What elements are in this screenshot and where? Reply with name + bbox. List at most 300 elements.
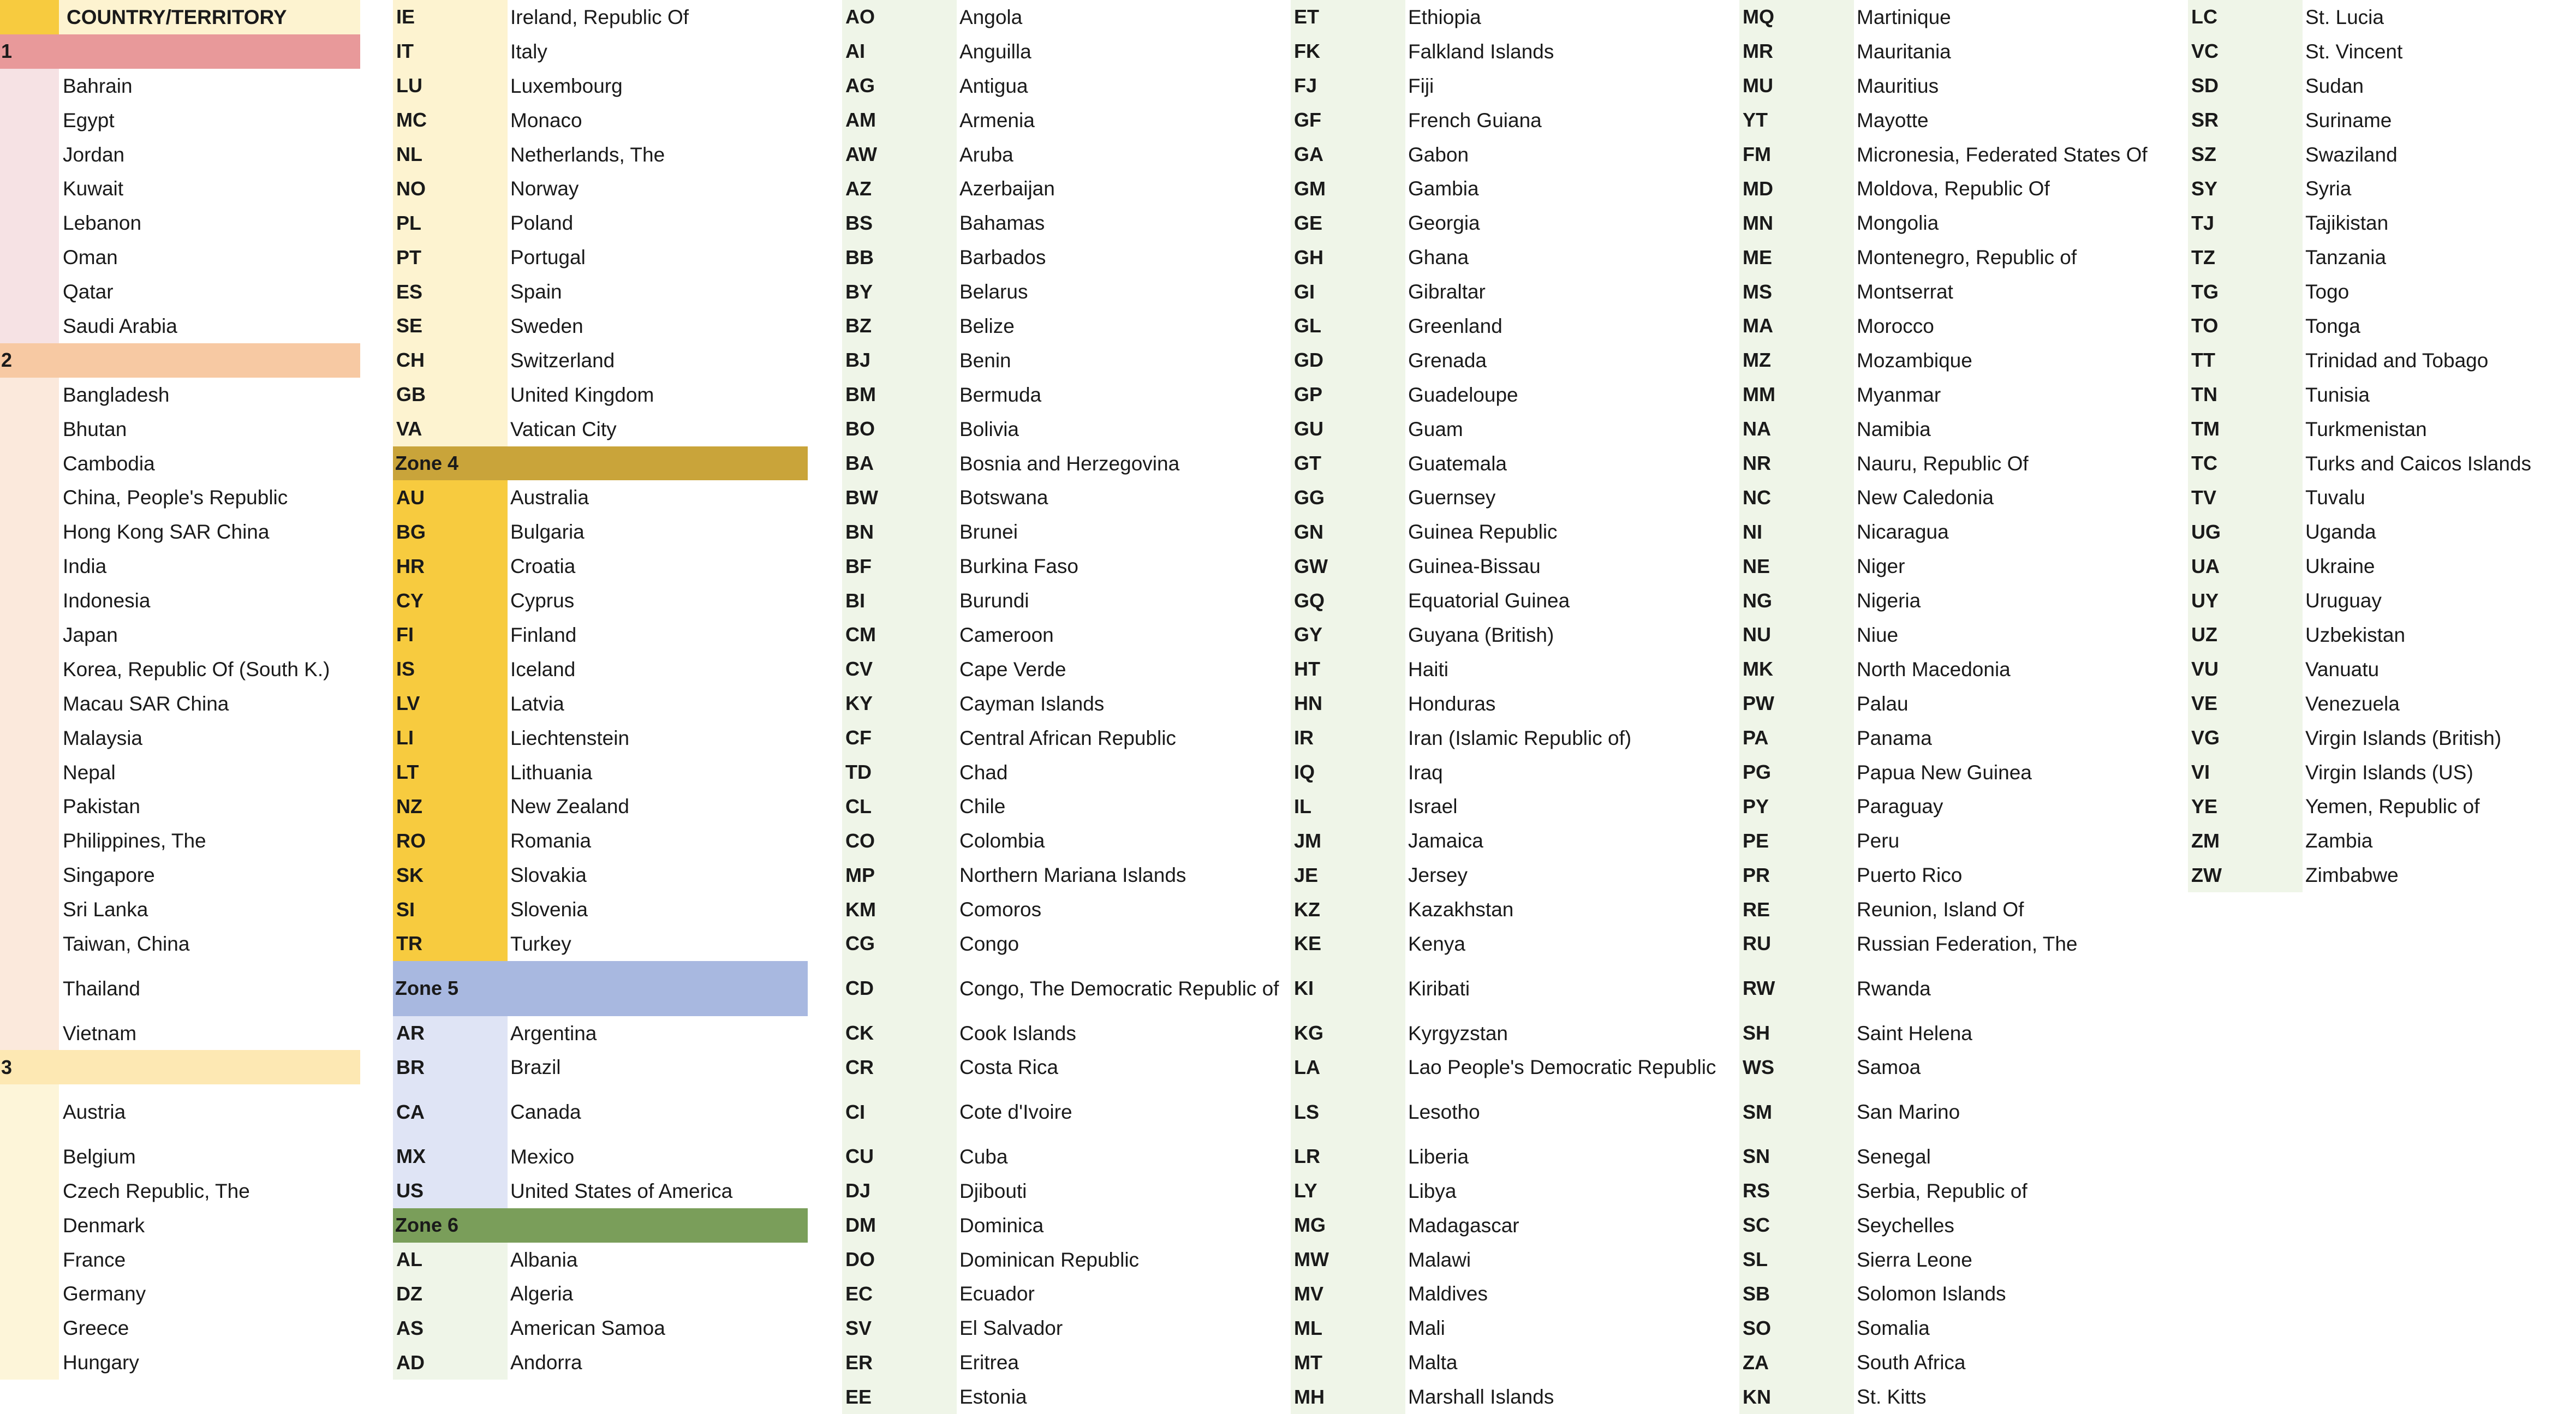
country-code: TV <box>2188 480 2303 515</box>
zone-band <box>0 1084 59 1139</box>
zone-3-row <box>393 138 808 172</box>
country-name: Croatia <box>510 555 576 578</box>
country-code: VG <box>2188 721 2303 755</box>
country-code: AI <box>842 34 957 69</box>
zone-6-row <box>842 824 1257 858</box>
zone-3-row <box>393 171 808 206</box>
country-name: Greenland <box>1408 314 1502 337</box>
zone-6-row <box>1739 687 2154 721</box>
zone-6-row <box>2188 34 2570 69</box>
zone-6-row <box>842 1380 1257 1414</box>
country-code: BS <box>842 206 957 240</box>
country-name: American Samoa <box>510 1317 665 1340</box>
zone-2-row <box>0 1016 360 1051</box>
country-name: Montenegro, Republic of <box>1857 246 2077 269</box>
country-name: Russian Federation, The <box>1857 932 2078 955</box>
zone-6-row <box>1739 1084 2154 1139</box>
zone-6-row <box>842 755 1257 790</box>
country-name: Namibia <box>1857 417 1931 440</box>
country-name: China, People's Republic <box>63 486 288 509</box>
zone-6-row <box>1291 343 1706 378</box>
country-code: BI <box>842 583 957 618</box>
zone-6-row <box>2188 309 2570 343</box>
country-name: Pakistan <box>63 795 140 818</box>
zone-6-row <box>1739 549 2154 583</box>
zone-6-row <box>1739 34 2154 69</box>
country-name: Vanuatu <box>2305 658 2380 681</box>
zone-6-row <box>842 34 1257 69</box>
country-name: Vietnam <box>63 1022 137 1045</box>
country-name: Panama <box>1857 726 1932 749</box>
country-name: Sierra Leone <box>1857 1248 1972 1271</box>
zone-1-header-label: 1 <box>0 34 360 69</box>
country-code: SZ <box>2188 138 2303 172</box>
country-code: MV <box>1291 1277 1405 1311</box>
zone-6-row <box>842 789 1257 824</box>
country-name: Gambia <box>1408 177 1479 200</box>
zone-6-row <box>1291 103 1706 138</box>
country-name: Morocco <box>1857 314 1934 337</box>
country-name: Jersey <box>1408 864 1468 887</box>
country-code: DJ <box>842 1174 957 1208</box>
country-name: Thailand <box>63 977 140 1000</box>
zone-2-row <box>0 583 360 618</box>
zone-6-row <box>842 0 1257 34</box>
zone-3-header <box>0 1050 360 1084</box>
country-code: RE <box>1739 892 1854 927</box>
zone-6-row <box>1291 1243 1706 1277</box>
country-name: Somalia <box>1857 1317 1930 1340</box>
country-name: Bangladesh <box>63 383 170 406</box>
zone-6-row <box>1291 69 1706 103</box>
zone-band <box>0 1139 59 1174</box>
zone-6-row <box>1291 1084 1706 1139</box>
country-name: Montserrat <box>1857 281 1953 303</box>
zone-band <box>0 583 59 618</box>
country-name: Cook Islands <box>959 1022 1076 1045</box>
country-code: TC <box>2188 446 2303 481</box>
zone-6-row <box>1739 583 2154 618</box>
country-name: Cameroon <box>959 623 1054 646</box>
zone-6-row <box>1739 0 2154 34</box>
country-name: Finland <box>510 623 577 646</box>
country-name: Qatar <box>63 281 114 303</box>
country-name: Equatorial Guinea <box>1408 589 1570 612</box>
country-name: Bulgaria <box>510 521 585 544</box>
zone-6-row <box>1739 515 2154 549</box>
zone-band <box>0 1208 59 1243</box>
country-name: Yemen, Republic of <box>2305 795 2480 818</box>
country-code: NG <box>1739 583 1854 618</box>
zone-2-row <box>0 927 360 961</box>
zone-6-row <box>2188 824 2570 858</box>
zone-2-row <box>0 652 360 687</box>
zone-6-row <box>1291 275 1706 309</box>
zone-4-row <box>393 480 808 515</box>
zone-6-row <box>1291 1380 1706 1414</box>
zone-6-row <box>1739 858 2154 892</box>
country-name: Bahrain <box>63 74 133 97</box>
country-code: MN <box>1739 206 1854 240</box>
zone-2-row <box>0 892 360 927</box>
header-swatch <box>0 0 59 34</box>
country-name: Indonesia <box>63 589 151 612</box>
country-code: BW <box>842 480 957 515</box>
zone-band <box>0 755 59 790</box>
country-code: MQ <box>1739 0 1854 34</box>
zone-2-row <box>0 755 360 790</box>
country-name: New Zealand <box>510 795 630 818</box>
zone-6-row <box>1291 412 1706 446</box>
zone-6-row <box>1739 171 2154 206</box>
country-name: Togo <box>2305 281 2350 303</box>
zone-band <box>0 1311 59 1345</box>
country-code: AD <box>393 1345 508 1380</box>
country-code: WS <box>1739 1050 1854 1084</box>
zone-6-row <box>2188 446 2570 481</box>
zone-6-row <box>842 378 1257 412</box>
zone-6-row <box>1739 1311 2154 1345</box>
country-name: Nauru, Republic Of <box>1857 452 2029 475</box>
country-code: GF <box>1291 103 1405 138</box>
country-name: Malta <box>1408 1351 1458 1374</box>
country-code: MS <box>1739 275 1854 309</box>
country-name: Northern Mariana Islands <box>959 864 1186 887</box>
zone-6-row <box>842 446 1257 481</box>
country-name: Martinique <box>1857 5 1951 28</box>
country-name: Bolivia <box>959 417 1019 440</box>
country-code: PG <box>1739 755 1854 790</box>
zone-6-row <box>1291 34 1706 69</box>
country-code: SI <box>393 892 508 927</box>
zone-2-row <box>0 480 360 515</box>
country-name: Cayman Islands <box>959 692 1105 715</box>
country-name: India <box>63 555 107 578</box>
country-name: Ireland, Republic Of <box>510 5 689 28</box>
zone-6-row <box>1739 309 2154 343</box>
country-name: Micronesia, Federated States Of <box>1857 143 2148 166</box>
zone-6-row <box>1291 824 1706 858</box>
country-name: Mauritius <box>1857 74 1939 97</box>
column-2 <box>393 0 808 1380</box>
country-code: PW <box>1739 687 1854 721</box>
zone-2-header-label: 2 <box>0 343 360 378</box>
zone-2-row <box>0 961 360 1016</box>
zone-6-row <box>1291 1174 1706 1208</box>
zone-2-row <box>0 789 360 824</box>
country-name: Nepal <box>63 761 116 784</box>
country-name: Haiti <box>1408 658 1449 681</box>
country-code: MZ <box>1739 343 1854 378</box>
country-code: TO <box>2188 309 2303 343</box>
zone-6-row <box>842 961 1279 1016</box>
zone-6-row <box>2188 171 2570 206</box>
country-code: ML <box>1291 1311 1405 1345</box>
zone-6-row <box>1291 1311 1706 1345</box>
country-code: NE <box>1739 549 1854 583</box>
country-name: El Salvador <box>959 1317 1063 1340</box>
country-name: Estonia <box>959 1386 1027 1409</box>
zone-6-row <box>2188 515 2570 549</box>
country-code: GA <box>1291 138 1405 172</box>
country-name: Singapore <box>63 864 155 887</box>
country-name: San Marino <box>1857 1101 1960 1124</box>
zone-6-row <box>842 309 1257 343</box>
zone-6-row <box>1291 138 1706 172</box>
zone-6-row <box>1739 1380 2154 1414</box>
country-name: Egypt <box>63 109 115 132</box>
zone-1-row <box>0 275 360 309</box>
country-code: VC <box>2188 34 2303 69</box>
country-code: SE <box>393 309 508 343</box>
country-name: French Guiana <box>1408 109 1542 132</box>
zone-6-row <box>2188 549 2570 583</box>
zone-6-row <box>1291 618 1706 652</box>
country-name: Solomon Islands <box>1857 1282 2006 1305</box>
country-name: Bosnia and Herzegovina <box>959 452 1180 475</box>
country-name: Italy <box>510 40 547 63</box>
country-name: Antigua <box>959 74 1028 97</box>
zone-band <box>0 309 59 343</box>
country-name: Guadeloupe <box>1408 383 1518 406</box>
country-name: Greece <box>63 1317 129 1340</box>
zone-6-row <box>1291 652 1706 687</box>
country-code: IS <box>393 652 508 687</box>
country-name: Spain <box>510 281 562 303</box>
country-name: Zambia <box>2305 830 2373 852</box>
zone-6-row <box>842 1084 1257 1139</box>
country-name: Canada <box>510 1101 581 1124</box>
country-code: FK <box>1291 34 1405 69</box>
zone-1-row <box>0 69 360 103</box>
zone-6-row <box>842 103 1257 138</box>
zone-6-row <box>842 1050 1257 1084</box>
country-code: AZ <box>842 171 957 206</box>
country-code: SY <box>2188 171 2303 206</box>
zone-6-row <box>842 480 1257 515</box>
zone-6-row <box>842 171 1257 206</box>
zone-3-row <box>0 1243 360 1277</box>
zone-3-row <box>393 0 808 34</box>
country-code: RS <box>1739 1174 1854 1208</box>
zone-band <box>0 549 59 583</box>
country-name: Denmark <box>63 1214 145 1237</box>
country-name: Gibraltar <box>1408 281 1486 303</box>
country-name: Gabon <box>1408 143 1469 166</box>
country-name: Vatican City <box>510 417 617 440</box>
zone-6-header-label: Zone 6 <box>393 1208 808 1243</box>
country-code: MR <box>1739 34 1854 69</box>
zone-6-row <box>1291 927 1706 961</box>
zone-2-row <box>0 412 360 446</box>
zone-6-row <box>1291 858 1706 892</box>
country-code: BB <box>842 240 957 275</box>
zone-4-row <box>393 824 808 858</box>
country-code: SN <box>1739 1139 1854 1174</box>
zone-6-row <box>1739 1174 2154 1208</box>
country-name: Luxembourg <box>510 74 623 97</box>
country-name: Guam <box>1408 417 1463 440</box>
zone-6-row <box>842 1174 1257 1208</box>
country-code: GT <box>1291 446 1405 481</box>
country-code: ZA <box>1739 1345 1854 1380</box>
country-code: EC <box>842 1277 957 1311</box>
country-code: SK <box>393 858 508 892</box>
country-name: Niger <box>1857 555 1905 578</box>
country-name: Turkmenistan <box>2305 417 2427 440</box>
country-name: Bhutan <box>63 417 127 440</box>
column-5 <box>1739 0 2154 1414</box>
zone-6-row <box>1291 1345 1706 1380</box>
zone-6-row <box>1291 1277 1706 1311</box>
country-code: CY <box>393 583 508 618</box>
country-name: Venezuela <box>2305 692 2400 715</box>
zone-6-row <box>1291 206 1706 240</box>
zone-6-row <box>2188 69 2570 103</box>
country-name: Oman <box>63 246 118 269</box>
country-code: BJ <box>842 343 957 378</box>
country-code: RW <box>1739 961 1854 1016</box>
column-1 <box>0 0 360 1380</box>
zone-6-row <box>1739 378 2154 412</box>
country-name: Hungary <box>63 1351 139 1374</box>
country-name: Jordan <box>63 143 125 166</box>
zone-6-row <box>1739 412 2154 446</box>
zone-6-row <box>2188 138 2570 172</box>
country-code: LA <box>1291 1050 1405 1084</box>
zone-6-row <box>2188 721 2570 755</box>
zone-6-row <box>2188 412 2570 446</box>
zone-4-row <box>393 721 808 755</box>
zone-3-row <box>0 1345 360 1380</box>
country-name: Hong Kong SAR China <box>63 521 270 544</box>
country-name: Seychelles <box>1857 1214 1954 1237</box>
country-name: St. Vincent <box>2305 40 2403 63</box>
country-name: Belgium <box>63 1145 136 1168</box>
country-code: VE <box>2188 687 2303 721</box>
zone-band <box>0 412 59 446</box>
country-code: CU <box>842 1139 957 1174</box>
country-code: AM <box>842 103 957 138</box>
country-name: Armenia <box>959 109 1035 132</box>
country-code: AW <box>842 138 957 172</box>
zone-6-row <box>2188 755 2570 790</box>
zone-band <box>0 927 59 961</box>
country-code: BF <box>842 549 957 583</box>
column-4 <box>1291 0 1716 1414</box>
zone-2-row <box>0 378 360 412</box>
country-code: AS <box>393 1311 508 1345</box>
zone-2-header <box>0 343 360 378</box>
country-code: TT <box>2188 343 2303 378</box>
zone-6-row <box>842 1208 1257 1243</box>
country-code: CG <box>842 927 957 961</box>
zone-1-row <box>0 309 360 343</box>
country-code: IQ <box>1291 755 1405 790</box>
zone-6-row <box>842 206 1257 240</box>
country-code: CL <box>842 789 957 824</box>
zone-6-row <box>2188 378 2570 412</box>
zone-6-row <box>1739 1016 2154 1051</box>
country-name: Aruba <box>959 143 1013 166</box>
country-code: KE <box>1291 927 1405 961</box>
zone-5-header <box>393 961 808 1016</box>
zone-6-row <box>1739 824 2154 858</box>
zone-6-row <box>1739 1208 2154 1243</box>
country-code: NZ <box>393 789 508 824</box>
country-code: MM <box>1739 378 1854 412</box>
country-name: Jamaica <box>1408 830 1483 852</box>
zone-6-row <box>1739 240 2154 275</box>
zone-5-row <box>393 1050 808 1084</box>
country-code: YT <box>1739 103 1854 138</box>
country-code: CV <box>842 652 957 687</box>
zone-4-row <box>393 927 808 961</box>
country-code: JM <box>1291 824 1405 858</box>
country-name: Belize <box>959 314 1015 337</box>
country-code: GE <box>1291 206 1405 240</box>
zone-1-row <box>0 171 360 206</box>
country-code: MK <box>1739 652 1854 687</box>
country-code: IE <box>393 0 508 34</box>
country-name: Palau <box>1857 692 1909 715</box>
zone-3-row <box>0 1208 360 1243</box>
country-name: Iraq <box>1408 761 1443 784</box>
country-code: DZ <box>393 1277 508 1311</box>
zone-6-row <box>1739 961 2154 1016</box>
country-name: Virgin Islands (US) <box>2305 761 2473 784</box>
zone-6-row <box>2188 240 2570 275</box>
zone-3-row <box>0 1174 360 1208</box>
zone-6-row <box>842 240 1257 275</box>
zone-6-row <box>842 138 1257 172</box>
country-code: LC <box>2188 0 2303 34</box>
country-name: Algeria <box>510 1282 574 1305</box>
zone-3-row <box>393 69 808 103</box>
country-name: Rwanda <box>1857 977 1931 1000</box>
country-code: SD <box>2188 69 2303 103</box>
zone-band <box>0 652 59 687</box>
country-code: MW <box>1291 1243 1405 1277</box>
zone-band <box>0 721 59 755</box>
country-code: RU <box>1739 927 1854 961</box>
country-name: Ecuador <box>959 1282 1035 1305</box>
country-name: Suriname <box>2305 109 2392 132</box>
zone-3-header-label: 3 <box>0 1050 360 1084</box>
zone-2-row <box>0 446 360 481</box>
zone-4-row <box>393 789 808 824</box>
zone-6-row <box>2188 206 2570 240</box>
country-name: Brazil <box>510 1056 561 1079</box>
zone-6-row <box>2188 480 2570 515</box>
country-code: BR <box>393 1050 508 1084</box>
zone-3-row <box>393 412 808 446</box>
country-name: Philippines, The <box>63 830 206 852</box>
zone-6-row <box>842 412 1257 446</box>
country-name: Eritrea <box>959 1351 1019 1374</box>
country-code: FM <box>1739 138 1854 172</box>
zone-3-row <box>0 1084 360 1139</box>
country-name: Madagascar <box>1408 1214 1519 1237</box>
country-code: KM <box>842 892 957 927</box>
zone-2-row <box>0 618 360 652</box>
zone-6-row <box>2188 789 2570 824</box>
zone-band <box>0 446 59 481</box>
country-code: CK <box>842 1016 957 1051</box>
zone-3-row <box>393 378 808 412</box>
country-name: Samoa <box>1857 1056 1921 1079</box>
country-name: Saudi Arabia <box>63 314 177 337</box>
